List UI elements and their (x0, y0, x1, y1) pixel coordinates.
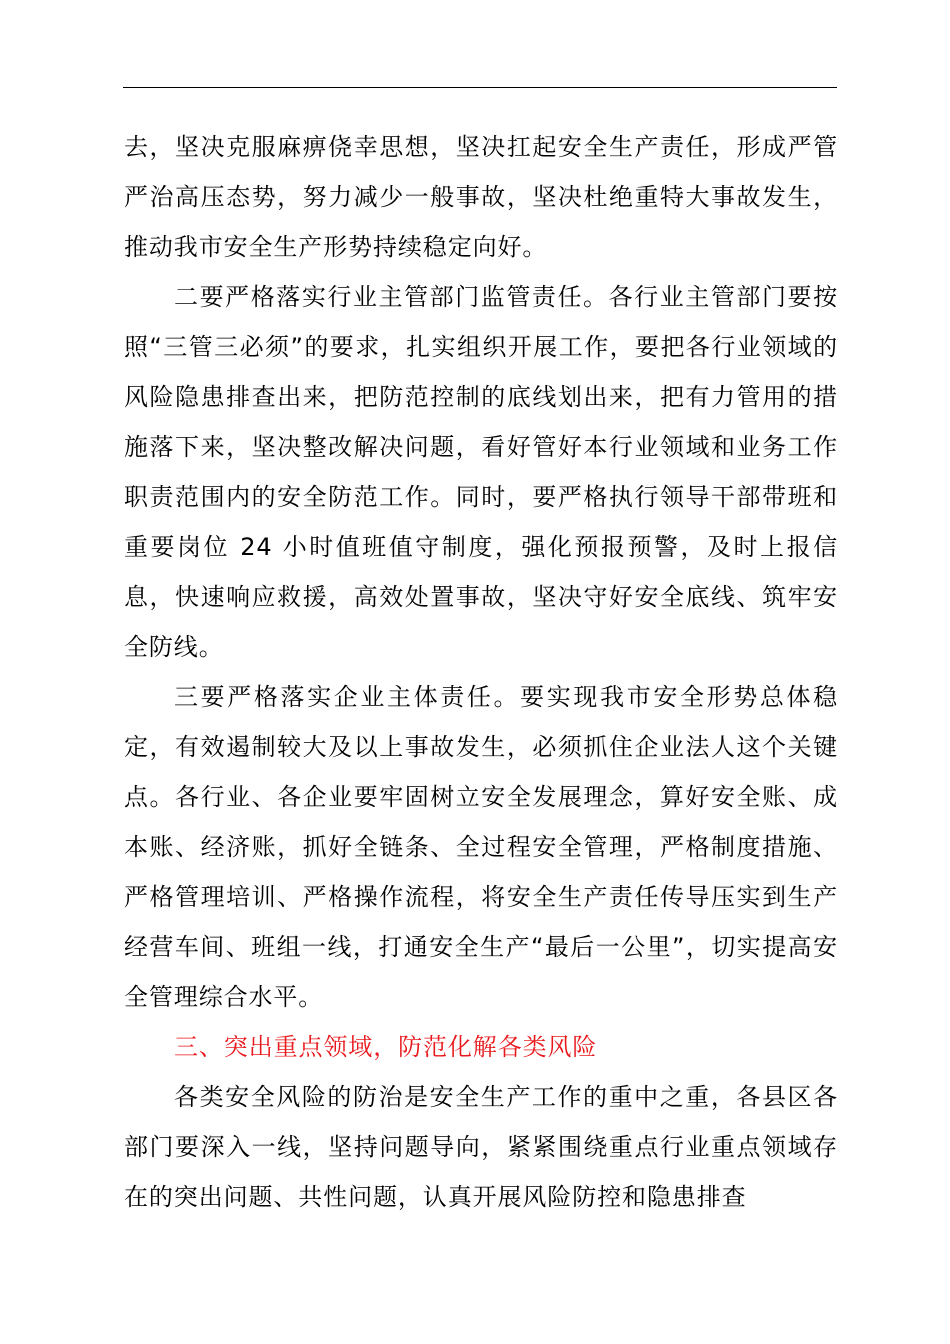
paragraph-risk-prevention: 各类安全风险的防治是安全生产工作的重中之重，各县区各部门要深入一线，坚持问题导向，紧紧围绕重点行业重点领域存在的突出问题、共性问题，认真开展风险防控和隐患排查 (124, 1083, 838, 1211)
document-body (124, 122, 838, 1222)
section-heading: 三、突出重点领域，防范化解各类风险 (174, 1033, 598, 1061)
paragraph-continuation: 去，坚决克服麻痹侥幸思想，坚决扛起安全生产责任，形成严管严治高压态势，努力减少一般事故，坚决杜绝重特大事故发生，推动我市安全生产形势持续稳定向好。 (124, 133, 838, 261)
header-rule (123, 87, 837, 88)
paragraph-enterprise-responsibility: 三要严格落实企业主体责任。要实现我市安全形势总体稳定，有效遏制较大及以上事故发生，必须抓住企业法人这个关键点。各行业、各企业要牢固树立安全发展理念，算好安全账、成本账、经济账，抓好全链条、全过程安全管理，严格制度措施、严格管理培训、严格操作流程，将安全生产责任传导压实到生产经营车间、班组一线，打通安全生产“最后一公里”，切实提高安全管理综合水平。 (124, 683, 838, 1011)
paragraph-industry-supervision: 二要严格落实行业主管部门监管责任。各行业主管部门要按照“三管三必须”的要求，扎实组织开展工作，要把各行业领域的风险隐患排查出来，把防范控制的底线划出来，把有力管用的措施落下来，坚决整改解决问题，看好管好本行业领域和业务工作职责范围内的安全防范工作。同时，要严格执行领导干部带班和重要岗位 24 小时值班值守制度，强化预报预警，及时上报信息，快速响应救援，高效处置事故，坚决守好安全底线、筑牢安全防线。 (124, 283, 838, 661)
